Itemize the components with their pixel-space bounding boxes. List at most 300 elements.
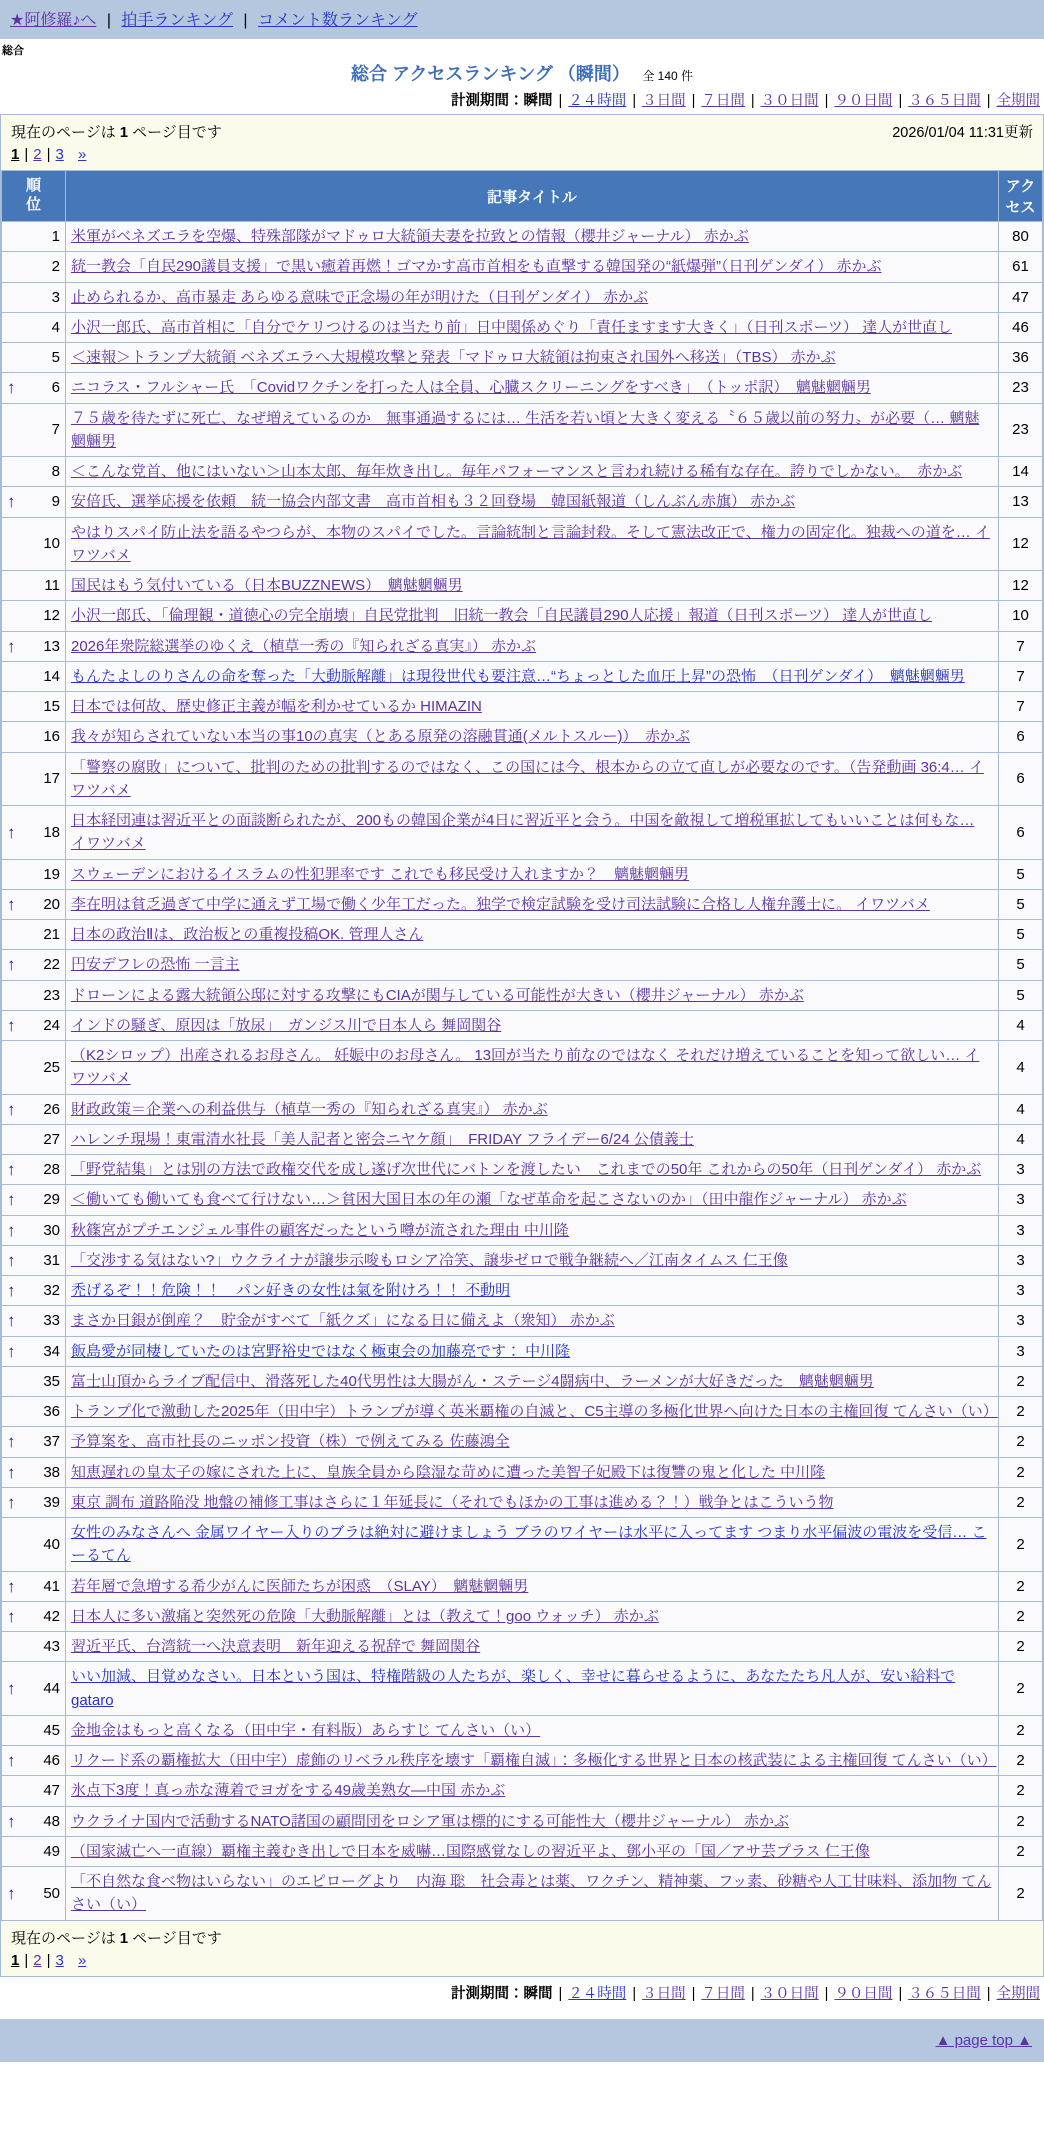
table-row bbox=[2, 631, 1043, 661]
separator: | bbox=[691, 93, 696, 109]
table-header-row bbox=[2, 171, 1043, 222]
up-arrow-icon: ↑ bbox=[7, 1811, 16, 1831]
article-title-cell bbox=[66, 312, 999, 342]
rank-cell bbox=[2, 571, 66, 601]
article-title-cell bbox=[66, 1245, 999, 1275]
access-value: 7 bbox=[999, 661, 1043, 691]
table-row bbox=[2, 1155, 1043, 1185]
up-arrow-icon: ↑ bbox=[7, 1462, 16, 1482]
table-row bbox=[2, 1124, 1043, 1154]
rank-value: 27 bbox=[43, 1130, 60, 1148]
page-info-bar-top bbox=[1, 115, 1043, 142]
access-value: 3 bbox=[999, 1245, 1043, 1275]
table-row bbox=[2, 312, 1043, 342]
period-link[interactable]: ９０日間 bbox=[834, 1985, 893, 2002]
rank-value: 49 bbox=[43, 1842, 60, 1860]
table-row bbox=[2, 1010, 1043, 1040]
table-row bbox=[2, 980, 1043, 1010]
rank-cell bbox=[2, 692, 66, 722]
article-link[interactable]: リクード系の覇権拡大（田中宇）虚飾のリベラル秩序を壊す「覇権自滅」：多極化する世界と日本の核武装による主権回復 てんさい（い） bbox=[71, 1752, 997, 1769]
rank-value: 38 bbox=[43, 1463, 60, 1481]
rank-value: 36 bbox=[43, 1403, 60, 1420]
rank-value: 10 bbox=[43, 535, 60, 553]
article-link[interactable]: ニコラス・フルシャー氏 「Covidワクチンを打った人は全員、心臓スクリーニングをすべき」 （トッポ訳） 魑魅魍魎男 bbox=[71, 379, 871, 397]
pagination-bottom bbox=[1, 1948, 1043, 1976]
period-link[interactable]: ３０日間 bbox=[760, 1985, 819, 2002]
article-title-cell bbox=[66, 222, 999, 252]
table-row bbox=[2, 222, 1043, 252]
rank-value: 43 bbox=[43, 1638, 60, 1655]
rank-cell bbox=[2, 1010, 66, 1040]
access-value: 2 bbox=[999, 1366, 1043, 1396]
article-link[interactable]: 「野党結集」とは別の方法で政権交代を成し遂げ次世代にバトンを渡したい これまでの50年 これからの50年（日刊ゲンダイ） 赤かぶ bbox=[71, 1161, 982, 1178]
rank-value: 30 bbox=[43, 1221, 60, 1239]
rank-cell bbox=[2, 1571, 66, 1601]
article-link[interactable]: 禿げるぞ！！危険！！ パン好きの女性は氣を附けろ！！ 不動明 bbox=[71, 1282, 511, 1299]
table-row bbox=[2, 517, 1043, 571]
article-link[interactable]: ハレンチ現場！東電清水社長「美人記者と密会ニヤケ顔」 FRIDAY フライデー6/24 公債義士 bbox=[71, 1130, 694, 1148]
separator: | bbox=[243, 12, 248, 29]
nav-link-asyura-home[interactable]: ★阿修羅♪へ bbox=[10, 12, 97, 29]
rank-value: 46 bbox=[43, 1752, 60, 1769]
table-row bbox=[2, 1662, 1043, 1716]
table-row bbox=[2, 692, 1043, 722]
period-link[interactable]: ３６５日間 bbox=[908, 93, 981, 109]
article-link[interactable]: 「不自然な食べ物はいらない」のエピローグより 内海 聡 社会毒とは薬、ワクチン、精神薬、フッ素、砂糖や人工甘味料、添加物 てんさい（い） bbox=[71, 1873, 992, 1914]
page-top-link[interactable]: ▲ page top ▲ bbox=[935, 2031, 1032, 2049]
article-title-cell bbox=[66, 661, 999, 691]
rank-cell bbox=[2, 1155, 66, 1185]
separator: | bbox=[558, 1985, 563, 2002]
rank-cell bbox=[2, 1336, 66, 1366]
rank-cell bbox=[2, 1776, 66, 1806]
article-link[interactable]: ＜働いても働いても食べて行けない…＞貧困大国日本の年の瀬「なぜ革命を起こさないのか」（田中龍作ジャーナル） 赤かぶ bbox=[71, 1191, 907, 1209]
rank-cell bbox=[2, 920, 66, 950]
separator: | bbox=[46, 1951, 51, 1969]
access-value: 23 bbox=[999, 373, 1043, 403]
article-link[interactable]: 「交渉する気はない?」ウクライナが譲歩示唆もロシア冷笑、譲歩ゼロで戦争継続へ／江南タイムス 仁王像 bbox=[71, 1251, 788, 1269]
rank-cell bbox=[2, 343, 66, 373]
rank-cell bbox=[2, 1215, 66, 1245]
period-link[interactable]: 全期間 bbox=[996, 93, 1040, 109]
separator: | bbox=[824, 1985, 829, 2002]
article-title-cell bbox=[66, 1336, 999, 1366]
table-row bbox=[2, 950, 1043, 980]
article-link[interactable]: 我々が知らされていない本当の事10の真実（とある原発の溶融貫通(メルトスルー)） 赤かぶ bbox=[71, 728, 691, 746]
period-link[interactable]: ９０日間 bbox=[834, 93, 893, 109]
rank-value: 12 bbox=[43, 607, 60, 625]
up-arrow-icon: ↑ bbox=[7, 1751, 16, 1771]
access-value: 46 bbox=[999, 312, 1043, 342]
article-link[interactable]: ＜速報＞トランプ大統領 ベネズエラへ大規模攻撃と発表「マドゥロ大統領は拘束され国外へ移送」（TBS） 赤かぶ bbox=[71, 349, 836, 366]
article-title-cell bbox=[66, 1041, 999, 1095]
up-arrow-icon: ↑ bbox=[7, 378, 16, 398]
period-current: 瞬間 bbox=[523, 93, 553, 109]
article-link[interactable]: 予算案を、高市社長のニッポン投資（株）で例えてみる 佐藤鴻全 bbox=[71, 1433, 510, 1451]
up-arrow-icon: ↑ bbox=[7, 1220, 16, 1240]
article-title-cell bbox=[66, 1215, 999, 1245]
access-value: 5 bbox=[999, 859, 1043, 889]
rank-value: 25 bbox=[43, 1058, 60, 1076]
rank-value: 3 bbox=[51, 288, 60, 306]
article-title-cell bbox=[66, 920, 999, 950]
current-page-suffix: ページ目です bbox=[132, 124, 222, 141]
article-title-cell bbox=[66, 487, 999, 517]
period-link[interactable]: ３日間 bbox=[642, 1985, 686, 2002]
nav-link-comment-ranking[interactable]: コメント数ランキング bbox=[258, 12, 418, 29]
updated-timestamp: 2026/01/04 11:31更新 bbox=[892, 125, 1033, 141]
rank-value: 4 bbox=[51, 318, 60, 336]
title-line bbox=[0, 60, 1044, 86]
article-link[interactable]: 日本の政治Ⅱは、政治板との重複投稿OK. 管理人さん bbox=[71, 926, 424, 943]
article-link[interactable]: いい加減、目覚めなさい。日本という国は、特権階級の人たちが、楽しく、幸せに暮らせるように、あなたたち凡人が、安い給料で gataro bbox=[71, 1668, 956, 1709]
rank-cell bbox=[2, 859, 66, 889]
access-value: 10 bbox=[999, 601, 1043, 631]
ranking-table-body bbox=[2, 222, 1043, 1921]
article-title-cell bbox=[66, 601, 999, 631]
article-link[interactable]: 若年層で急増する希少がんに医師たちが困惑 （SLAY） 魑魅魍魎男 bbox=[71, 1577, 529, 1595]
current-page-prefix: 現在のページは bbox=[11, 124, 116, 141]
article-link[interactable]: ７５歳を待たずに死亡、なぜ増えているのか 無事通過するには… 生活を若い頃と大きく変える〝６５歳以前の努力〟が必要（… 魑魅魍魎男 bbox=[71, 409, 980, 450]
up-arrow-icon: ↑ bbox=[7, 1679, 16, 1698]
article-link[interactable]: 安倍氏、選挙応援を依頼 統一協会内部文書 高市首相も３２回登場 韓国紙報道（しんぶん赤旗） 赤かぶ bbox=[71, 493, 796, 511]
article-link[interactable]: 米軍がベネズエラを空爆、特殊部隊がマドゥロ大統領夫妻を拉致との情報（櫻井ジャーナル） 赤かぶ bbox=[71, 228, 749, 245]
access-value: 3 bbox=[999, 1306, 1043, 1336]
rank-value: 44 bbox=[43, 1679, 60, 1697]
article-title-cell bbox=[66, 1836, 999, 1866]
period-link[interactable]: ７日間 bbox=[701, 93, 745, 109]
rank-cell bbox=[2, 1487, 66, 1517]
table-row bbox=[2, 806, 1043, 860]
article-link[interactable]: 金地金はもっと高くなる（田中宇・有料版）あらすじ てんさい（い） bbox=[71, 1721, 541, 1739]
period-link[interactable]: ２４時間 bbox=[568, 1985, 627, 2002]
article-link[interactable]: 2026年衆院総選挙のゆくえ（植草一秀の『知られざる真実』） 赤かぶ bbox=[71, 637, 537, 655]
rank-value: 40 bbox=[43, 1535, 60, 1553]
article-link[interactable]: ＜こんな党首、他にはいない＞山本太郎、毎年炊き出し。毎年パフォーマンスと言われ続ける稀有な存在。誇りでしかない。 赤かぶ bbox=[71, 463, 963, 480]
article-link[interactable]: 円安デフレの恐怖 一言主 bbox=[71, 956, 240, 974]
up-arrow-icon: ↑ bbox=[7, 636, 16, 656]
rank-cell bbox=[2, 1601, 66, 1631]
rank-value: 35 bbox=[43, 1372, 60, 1390]
pagination-page-link[interactable]: 2 bbox=[33, 1951, 42, 1969]
article-link[interactable]: 日本人に多い激痛と突然死の危険「大動脈解離」とは（教えて！goo ウォッチ） 赤かぶ bbox=[71, 1607, 659, 1625]
table-row bbox=[2, 1836, 1043, 1866]
rank-value: 2 bbox=[51, 258, 60, 276]
access-value: 12 bbox=[999, 571, 1043, 601]
rank-cell bbox=[2, 1094, 66, 1124]
rank-cell bbox=[2, 1366, 66, 1396]
up-arrow-icon: ↑ bbox=[7, 1341, 16, 1361]
period-selector-top bbox=[0, 86, 1044, 114]
table-row bbox=[2, 1245, 1043, 1275]
rank-cell bbox=[2, 1306, 66, 1336]
rank-cell bbox=[2, 1427, 66, 1457]
rank-value: 45 bbox=[43, 1721, 60, 1739]
rank-value: 37 bbox=[43, 1433, 60, 1451]
access-value: 36 bbox=[999, 343, 1043, 373]
article-link[interactable]: スウェーデンにおけるイスラムの性犯罪率です これでも移民受け入れますか？ 魑魅魍魎男 bbox=[71, 865, 689, 883]
article-link[interactable]: インドの騒ぎ、原因は「放尿」 ガンジス川で日本人ら 舞岡関谷 bbox=[71, 1016, 502, 1034]
access-value: 2 bbox=[999, 1571, 1043, 1601]
access-value: 23 bbox=[999, 403, 1043, 457]
access-value: 4 bbox=[999, 1041, 1043, 1095]
up-arrow-icon: ↑ bbox=[7, 1576, 16, 1596]
article-title-cell bbox=[66, 1124, 999, 1154]
pagination-page-link[interactable]: 3 bbox=[55, 1951, 64, 1969]
rank-value: 29 bbox=[43, 1191, 60, 1209]
article-title-cell bbox=[66, 457, 999, 487]
access-value: 2 bbox=[999, 1427, 1043, 1457]
rank-cell bbox=[2, 1245, 66, 1275]
category-label: 総合 bbox=[2, 45, 24, 57]
access-value: 4 bbox=[999, 1124, 1043, 1154]
article-title-cell bbox=[66, 517, 999, 571]
rank-cell bbox=[2, 1041, 66, 1095]
article-link[interactable]: ウクライナ国内で活動するNATO諸国の顧問団をロシア軍は標的にする可能性大（櫻井ジャーナル） 赤かぶ bbox=[71, 1812, 789, 1830]
rank-value: 1 bbox=[51, 228, 60, 245]
access-value: 3 bbox=[999, 1185, 1043, 1215]
article-link[interactable]: まさか日銀が倒産？ 貯金がすべて「紙クズ」になる日に備えよ（衆知） 赤かぶ bbox=[71, 1312, 615, 1330]
table-row bbox=[2, 403, 1043, 457]
separator: | bbox=[750, 93, 755, 109]
access-value: 5 bbox=[999, 980, 1043, 1010]
article-link[interactable]: 財政政策＝企業への利益供与（植草一秀の『知られざる真実』） 赤かぶ bbox=[71, 1100, 548, 1118]
rank-value: 31 bbox=[43, 1251, 60, 1269]
article-title-cell bbox=[66, 1662, 999, 1716]
rank-cell bbox=[2, 889, 66, 919]
access-value: 2 bbox=[999, 1632, 1043, 1662]
article-title-cell bbox=[66, 631, 999, 661]
up-arrow-icon: ↑ bbox=[7, 1015, 16, 1035]
pagination-current-page: 1 bbox=[11, 146, 20, 163]
article-link[interactable]: もんたよしのりさんの命を奪った「大動脈解離」は現役世代も要注意…“ちょっとした血圧上昇”の恐怖 （日刊ゲンダイ） 魑魅魍魎男 bbox=[71, 667, 965, 685]
access-value: 2 bbox=[999, 1518, 1043, 1572]
article-title-cell bbox=[66, 571, 999, 601]
article-title-cell bbox=[66, 282, 999, 312]
article-link[interactable]: 富士山頂からライブ配信中、滑落死した40代男性は大腸がん・ステージ4闘病中、ラーメンが大好きだった 魑魅魍魎男 bbox=[71, 1372, 874, 1390]
access-value: 2 bbox=[999, 1397, 1043, 1427]
article-title-cell bbox=[66, 1715, 999, 1745]
table-row bbox=[2, 1715, 1043, 1745]
table-row bbox=[2, 1571, 1043, 1601]
article-link[interactable]: 日本経団連は習近平との面談断られたが、200もの韓国企業が4日に習近平と会う。中国を敵視して増税軍拡してもいいことは何もな… イワツバメ bbox=[71, 812, 975, 853]
article-link[interactable]: 統一教会「自民290議員支援」で黒い癒着再燃！ゴマかす高市首相をも直撃する韓国発の“紙爆弾”（日刊ゲンダイ） 赤かぶ bbox=[71, 258, 882, 276]
article-link[interactable]: 東京 調布 道路陥没 地盤の補修工事はさらに１年延長に（それでもほかの工事は進める？！）戦争とはこういう物 bbox=[71, 1493, 834, 1511]
access-value: 3 bbox=[999, 1336, 1043, 1366]
article-link[interactable]: 氷点下3度！真っ赤な薄着でヨガをする49歳美熟女―中国 赤かぶ bbox=[71, 1782, 506, 1800]
pagination-next-link[interactable]: » bbox=[78, 146, 87, 163]
rank-value: 20 bbox=[43, 895, 60, 913]
access-value: 13 bbox=[999, 487, 1043, 517]
separator: | bbox=[898, 93, 903, 109]
table-row bbox=[2, 601, 1043, 631]
current-page-text bbox=[11, 1927, 222, 1948]
article-title-cell bbox=[66, 1571, 999, 1601]
current-page-prefix: 現在のページは bbox=[11, 1929, 116, 1947]
article-title-cell bbox=[66, 1487, 999, 1517]
rank-cell bbox=[2, 1867, 66, 1921]
rank-cell bbox=[2, 312, 66, 342]
article-link[interactable]: （K2シロップ）出産されるお母さん。 妊娠中のお母さん。 13回が当たり前なのではなく それだけ増えていることを知って欲しい… イワツバメ bbox=[71, 1047, 980, 1088]
article-title-cell bbox=[66, 1427, 999, 1457]
table-row bbox=[2, 722, 1043, 752]
rank-cell bbox=[2, 457, 66, 487]
up-arrow-icon: ↑ bbox=[7, 492, 16, 512]
article-link[interactable]: 止められるか、高市暴走 あらゆる意味で正念場の年が明けた（日刊ゲンダイ） 赤かぶ bbox=[71, 288, 649, 306]
rank-cell bbox=[2, 661, 66, 691]
up-arrow-icon: ↑ bbox=[7, 894, 16, 914]
article-link[interactable]: 国民はもう気付いている（日本BUZZNEWS） 魑魅魍魎男 bbox=[71, 577, 463, 594]
rank-cell bbox=[2, 282, 66, 312]
article-title-cell bbox=[66, 1366, 999, 1396]
access-value: 2 bbox=[999, 1457, 1043, 1487]
current-page-number: 1 bbox=[119, 124, 129, 141]
table-row bbox=[2, 1215, 1043, 1245]
article-link[interactable]: 女性のみなさんへ 金属ワイヤー入りのブラは絶対に避けましょう ブラのワイヤーは水平に入ってます つまり水平偏波の電波を受信… こーるてん bbox=[71, 1524, 987, 1565]
rank-value: 24 bbox=[43, 1016, 60, 1034]
period-link[interactable]: ３６５日間 bbox=[908, 1985, 981, 2002]
article-link[interactable]: 「警察の腐敗」について、批判のための批判するのではなく、この国には今、根本からの立て直しが必要なのです。（告発動画 36:4… イワツバメ bbox=[71, 758, 984, 799]
current-page-suffix: ページ目です bbox=[132, 1929, 222, 1947]
article-title-cell bbox=[66, 859, 999, 889]
rank-cell bbox=[2, 752, 66, 806]
table-row bbox=[2, 859, 1043, 889]
period-link[interactable]: ３日間 bbox=[642, 93, 686, 109]
table-row bbox=[2, 1397, 1043, 1427]
table-row bbox=[2, 1306, 1043, 1336]
rank-value: 41 bbox=[43, 1577, 60, 1595]
up-arrow-icon: ↑ bbox=[7, 822, 16, 842]
access-value: 47 bbox=[999, 282, 1043, 312]
period-link[interactable]: ３０日間 bbox=[760, 93, 819, 109]
pagination-next-link[interactable]: » bbox=[78, 1951, 87, 1969]
access-value: 12 bbox=[999, 517, 1043, 571]
table-row bbox=[2, 1632, 1043, 1662]
rank-cell bbox=[2, 222, 66, 252]
article-link[interactable]: 李在明は貧乏過ぎて中学に通えず工場で働く少年工だった。独学で検定試験を受け司法試験に合格し人権弁護士に。 イワツバメ bbox=[71, 895, 930, 913]
article-link[interactable]: 小沢一郎氏、高市首相に「自分でケリつけるのは当たり前」日中関係めぐり「責任ますます大きく」（日刊スポーツ） 達人が世直し bbox=[71, 318, 953, 336]
article-link[interactable]: 飯島愛が同棲していたのは宮野裕史ではなく極東会の加藤亮です： 中川隆 bbox=[71, 1342, 571, 1360]
rank-cell bbox=[2, 1715, 66, 1745]
rank-value: 11 bbox=[44, 577, 60, 594]
header-rank: 順位 bbox=[2, 171, 66, 222]
table-row bbox=[2, 752, 1043, 806]
table-row bbox=[2, 252, 1043, 282]
access-value: 2 bbox=[999, 1662, 1043, 1716]
page-top-bar bbox=[0, 2019, 1044, 2062]
article-title-cell bbox=[66, 1746, 999, 1776]
access-value: 2 bbox=[999, 1776, 1043, 1806]
article-link[interactable]: 秋篠宮がプチエンジェル事件の顧客だったという噂が流された理由 中川隆 bbox=[71, 1221, 569, 1239]
access-value: 61 bbox=[999, 252, 1043, 282]
rank-cell bbox=[2, 1632, 66, 1662]
article-title-cell bbox=[66, 343, 999, 373]
period-link[interactable]: ７日間 bbox=[701, 1985, 745, 2002]
period-link[interactable]: 全期間 bbox=[996, 1985, 1040, 2002]
rank-value: 48 bbox=[43, 1812, 60, 1830]
article-link[interactable]: 小沢一郎氏、「倫理観・道徳心の完全崩壊」自民党批判 旧統一教会「自民議員290人応援」報道（日刊スポーツ） 達人が世直し bbox=[71, 607, 933, 625]
up-arrow-icon: ↑ bbox=[7, 1099, 16, 1119]
rank-value: 23 bbox=[43, 986, 60, 1004]
article-title-cell bbox=[66, 1518, 999, 1572]
separator: | bbox=[632, 93, 637, 109]
rank-value: 17 bbox=[43, 770, 60, 788]
rank-cell bbox=[2, 1276, 66, 1306]
current-page-number: 1 bbox=[119, 1929, 129, 1947]
rank-value: 5 bbox=[51, 349, 60, 366]
nav-link-clap-ranking[interactable]: 拍手ランキング bbox=[121, 12, 233, 29]
rank-value: 8 bbox=[51, 463, 60, 480]
rank-cell bbox=[2, 487, 66, 517]
up-arrow-icon: ↑ bbox=[7, 1492, 16, 1512]
article-link[interactable]: ドローンによる露大統領公邸に対する攻撃にもCIAが関与している可能性が大きい（櫻井ジャーナル） 赤かぶ bbox=[71, 986, 804, 1004]
access-value: 2 bbox=[999, 1715, 1043, 1745]
table-row bbox=[2, 1867, 1043, 1921]
separator: | bbox=[691, 1985, 696, 2002]
article-title-cell bbox=[66, 1776, 999, 1806]
article-title-cell bbox=[66, 1601, 999, 1631]
access-value: 4 bbox=[999, 1010, 1043, 1040]
article-title-cell bbox=[66, 752, 999, 806]
rank-cell bbox=[2, 631, 66, 661]
rank-value: 32 bbox=[43, 1282, 60, 1299]
article-link[interactable]: 日本では何故、歴史修正主義が幅を利かせているか HIMAZIN bbox=[71, 698, 482, 715]
table-row bbox=[2, 1487, 1043, 1517]
header-access: アクセス bbox=[999, 171, 1043, 222]
access-value: 6 bbox=[999, 806, 1043, 860]
header-title: 記事タイトル bbox=[66, 171, 999, 222]
rank-value: 47 bbox=[43, 1782, 60, 1800]
table-row bbox=[2, 1094, 1043, 1124]
rank-value: 42 bbox=[43, 1607, 60, 1625]
access-value: 5 bbox=[999, 889, 1043, 919]
article-link[interactable]: 習近平氏、台湾統一へ決意表明 新年迎える祝辞で 舞岡関谷 bbox=[71, 1638, 481, 1655]
separator: | bbox=[986, 93, 991, 109]
period-link[interactable]: ２４時間 bbox=[568, 93, 627, 109]
rank-value: 9 bbox=[51, 493, 60, 511]
rank-cell bbox=[2, 373, 66, 403]
access-value: 2 bbox=[999, 1806, 1043, 1836]
article-title-cell bbox=[66, 1094, 999, 1124]
article-link[interactable]: トランプ化で激動した2025年（田中宇）トランプが導く英米覇権の自滅と、C5主導の多極化世界へ向けた日本の主権回復 てんさい（い） bbox=[71, 1403, 998, 1420]
article-title-cell bbox=[66, 1010, 999, 1040]
table-row bbox=[2, 1776, 1043, 1806]
rank-cell bbox=[2, 403, 66, 457]
rank-cell bbox=[2, 950, 66, 980]
up-arrow-icon: ↑ bbox=[7, 1311, 16, 1331]
article-link[interactable]: 知恵遅れの皇太子の嫁にされた上に、皇族全員から陰湿な苛めに遭った美智子妃殿下は復讐の鬼と化した 中川隆 bbox=[71, 1463, 826, 1481]
article-title-cell bbox=[66, 950, 999, 980]
pagination-page-link[interactable]: 3 bbox=[55, 146, 64, 163]
article-link[interactable]: （国家滅亡へ一直線）覇権主義むき出しで日本を威嚇…国際感覚なしの習近平よ、鄧小平の「国／アサ芸プラス 仁王像 bbox=[71, 1842, 870, 1860]
rank-value: 28 bbox=[43, 1161, 60, 1178]
article-title-cell bbox=[66, 889, 999, 919]
table-row bbox=[2, 1806, 1043, 1836]
access-value: 3 bbox=[999, 1215, 1043, 1245]
pagination-page-link[interactable]: 2 bbox=[33, 146, 42, 163]
access-value: 14 bbox=[999, 457, 1043, 487]
up-arrow-icon: ↑ bbox=[7, 1190, 16, 1210]
access-value: 2 bbox=[999, 1746, 1043, 1776]
access-value: 3 bbox=[999, 1276, 1043, 1306]
up-arrow-icon: ↑ bbox=[7, 1606, 16, 1626]
article-title-cell bbox=[66, 1276, 999, 1306]
rank-value: 39 bbox=[43, 1493, 60, 1511]
rank-value: 6 bbox=[51, 379, 60, 397]
article-link[interactable]: やはりスパイ防止法を語るやつらが、本物のスパイでした。言論統制と言論封殺。そして憲法改正で、権力の固定化。独裁への道を… イワツバメ bbox=[71, 523, 990, 564]
separator bbox=[69, 1952, 73, 1969]
pagination-current-page: 1 bbox=[11, 1951, 20, 1969]
